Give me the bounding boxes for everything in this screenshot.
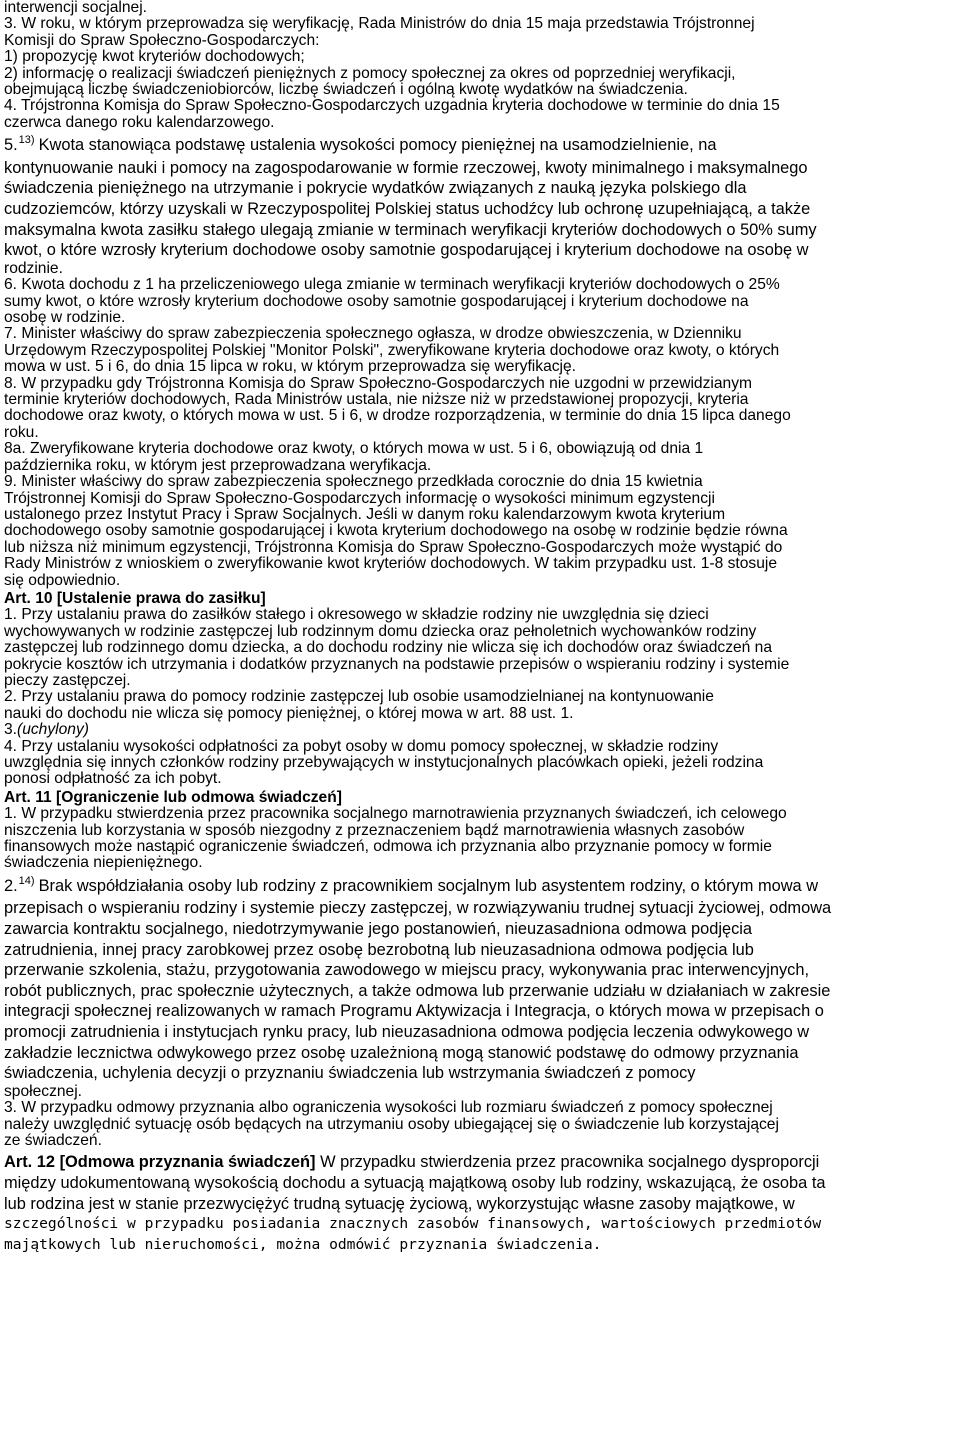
art11-paragraph-1 [4, 806, 954, 872]
text-line: zastępczej lub rodzinnego domu dziecka, a do dochodu rodziny nie wlicza się ich dochodów oraz świadczeń na [4, 639, 773, 657]
text-line: kontynuowanie nauki i pomocy na zagospodarowanie w formie rzeczowej, kwoty minimalnego i maksymalnego [4, 158, 808, 177]
text-line: dochodowe oraz kwoty, o których mowa w ust. 5 i 6, w drodze rozporządzenia, w terminie do dnia 15 lipca danego [4, 407, 791, 425]
text-line: roku. [4, 423, 39, 441]
text-line: ponosi odpłatność za ich pobyt. [4, 770, 222, 788]
text-line: uwzględnia się innych członków rodziny przebywających w instytucjonalnych placówkach opieki, jeżeli rodzina [4, 754, 764, 771]
text-line: dochodowego osoby samotnie gospodarującej i kwota kryterium dochodowego na osobę w rodzinie będzie równa [4, 522, 788, 540]
text-line: 4. Przy ustalaniu wysokości odpłatności za pobyt osoby w domu pomocy społecznej, w składzie rodziny [4, 737, 719, 755]
footnote-ref: 13) [18, 134, 35, 147]
text-line: finansowych może nastąpić ograniczenie świadczeń, odmowa ich przyznania albo przyznanie pomocy w formie [4, 838, 772, 856]
paragraph-text: W przypadku stwierdzenia przez pracownika socjalnego dysproporcji [320, 1153, 820, 1172]
art10-paragraph-1 [4, 607, 954, 689]
text-line: 3. W roku, w którym przeprowadza się weryfikację, Rada Ministrów do dnia 15 maja przedstawia Trójstronnej [4, 15, 755, 33]
text-line: 2) informację o realizacji świadczeń pieniężnych z pomocy społecznej za okres od poprzedniej weryfikacji, [4, 64, 736, 82]
text-line: osobę w rodzinie. [4, 309, 126, 327]
text-line: świadczenia, uchylenia decyzji o przyznaniu świadczenia lub wstrzymania świadczeń z pomocy [4, 1064, 696, 1083]
text-line: przepisach o wspieraniu rodziny i systemie pieczy zastępczej, w rozwiązywaniu trudnej sytuacji życiowej, odmowa [4, 899, 832, 918]
art12-paragraph [4, 1152, 954, 1255]
text-line: pieczy zastępczej. [4, 671, 131, 689]
text-line: 4. Trójstronna Komisja do Spraw Społeczno-Gospodarczych uzgadnia kryteria dochodowe w terminie do dnia 15 [4, 97, 780, 115]
text-line: między udokumentowaną wysokością dochodu a sytuacją majątkową osoby lub rodziny, wskazującą, że osoba ta [4, 1174, 826, 1192]
text-line: robót publicznych, prac społecznie użytecznych, a także odmowa lub przerwanie udziału w działaniach w zakresie [4, 981, 831, 1000]
paragraph-text: Brak współdziałania osoby lub rodziny z pracownikiem socjalnym lub asystentem rodziny, o którym mowa w [38, 876, 819, 895]
text-line: nauki do dochodu nie wlicza się pomocy pieniężnej, o której mowa w art. 88 ust. 1. [4, 704, 574, 722]
art9-paragraph-7 [4, 326, 954, 375]
text-line [4, 1152, 954, 1173]
text-line: szczególności w przypadku posiadania znacznych zasobów finansowych, wartościowych przedmiotów [4, 1215, 822, 1233]
art9-paragraph-9 [4, 474, 954, 589]
text-line: zakładzie lecznictwa odwykowego przez osobę uzależnioną mogą stanowić podstawę do odmowy przyznania [4, 1043, 799, 1062]
text-line: świadczenia pieniężnego na utrzymanie i pokrycie wydatków związanych z nauką języka polskiego dla [4, 179, 747, 198]
art11-paragraph-3 [4, 1100, 954, 1149]
text-line: Komisji do Spraw Społeczno-Gospodarczych: [4, 31, 320, 49]
text-line: przerwanie szkolenia, stażu, przygotowania zawodowego w miejscu pracy, wykonywania prac interwencyjnych, [4, 961, 810, 980]
text-line: zatrudnienia, innej pracy zarobkowej przez osobę bezrobotną lub nieuzasadniona odmowa podjęcia lub [4, 940, 754, 959]
art9-paragraph-6 [4, 277, 954, 326]
art9-paragraph-3-point-2 [4, 66, 954, 99]
text-line: rodzinie. [4, 259, 63, 277]
legal-document-page [4, 0, 954, 1255]
text-line: Trójstronnej Komisji do Spraw Społeczno-Gospodarczych informację o wysokości minimum egzystencji [4, 489, 715, 507]
paragraph-number: 3. [4, 721, 18, 739]
paragraph-number: 2. [4, 876, 18, 895]
article-12-heading: Art. 12 [Odmowa przyznania świadczeń] [4, 1153, 316, 1172]
intro-line: interwencji socjalnej. [4, 0, 148, 16]
text-line: pokrycie kosztów ich utrzymania i dodatków przyznanych na podstawie przepisów o wspieraniu rodziny i systemie [4, 655, 790, 673]
text-line: wychowywanych w rodzinie zastępczej lub rodzinnym domu dziecka oraz pełnoletnich wychowanków rodziny [4, 622, 757, 640]
text-line: 6. Kwota dochodu z 1 ha przeliczeniowego ulega zmianie w terminach weryfikacji kryteriów dochodowych o 25% [4, 276, 780, 294]
art10-paragraph-3 [4, 722, 954, 738]
article-10-heading: Art. 10 [Ustalenie prawa do zasiłku] [4, 589, 266, 607]
text-line: 8a. Zweryfikowane kryteria dochodowe oraz kwoty, o których mowa w ust. 5 i 6, obowiązują od dnia 1 [4, 440, 704, 458]
text-line: Urzędowym Rzeczypospolitej Polskiej "Monitor Polski", zweryfikowane kryteria dochodowe oraz kwoty, o których [4, 341, 780, 359]
text-line: kwot, o które wzrosły kryterium dochodowe osoby samotnie gospodarującej i kryterium dochodowe na osobę w [4, 241, 809, 260]
art9-paragraph-8a [4, 441, 954, 474]
text-line: terminie kryteriów dochodowych, Rada Ministrów ustala, nie niższe niż w przedstawionej propozycji, kryteria [4, 391, 749, 409]
text-line: ze świadczeń. [4, 1132, 102, 1149]
text-line: zawarcia kontraktu socjalnego, niedotrzymywanie jego postanowień, nieuzasadniona odmowa podjęcia [4, 920, 753, 939]
text-line: 1. W przypadku stwierdzenia przez pracownika socjalnego marnotrawienia przyznanych świadczeń, ich celowego [4, 805, 787, 823]
art9-paragraph-3 [4, 16, 954, 49]
text-line: majątkowych lub nieruchomości, można odmówić przyznania świadczenia. [4, 1235, 602, 1253]
text-line: 2. Przy ustalaniu prawa do pomocy rodzinie zastępczej lub osobie usamodzielnianej na kontynuowanie [4, 688, 714, 706]
text-line: się odpowiednio. [4, 571, 121, 589]
text-line: integracji społecznej realizowanych w ramach Programu Aktywizacja i Integracja, o których mowa w przepisach o [4, 1002, 824, 1021]
art11-paragraph-2 [4, 876, 954, 1100]
paragraph-number: 5. [4, 136, 18, 155]
article-11-heading: Art. 11 [Ograniczenie lub odmowa świadczeń] [4, 788, 342, 806]
text-line: należy uwzględnić sytuację osób będących na utrzymaniu osoby ubiegającej się o świadczenie lub korzystającej [4, 1115, 779, 1133]
text-line: niszczenia lub korzystania w sposób niezgodny z przeznaczeniem bądź marnotrawienia własnych zasobów [4, 821, 745, 839]
text-line [4, 876, 954, 899]
text-line: Rady Ministrów z wnioskiem o zweryfikowanie kwot kryteriów dochodowych. W takim przypadku ust. 1-8 stosuje [4, 555, 778, 573]
text-line: mowa w ust. 5 i 6, do dnia 15 lipca w roku, w którym przeprowadza się weryfikację. [4, 358, 577, 376]
text-line: promocji zatrudnienia i instytucjach rynku pracy, lub nieuzasadniona odmowa podjęcia leczenia odwykowego w [4, 1023, 810, 1041]
text-line: 8. W przypadku gdy Trójstronna Komisja do Spraw Społeczno-Gospodarczych nie uzgodni w przewidzianym [4, 374, 752, 392]
text-line: społecznej. [4, 1082, 83, 1100]
text-line: ustalonego przez Instytut Pracy i Spraw Socjalnych. Jeśli w danym roku kalendarzowym kwota kryterium [4, 505, 726, 523]
text-line: cudzoziemców, którzy uzyskali w Rzeczypospolitej Polskiej status uchodźcy lub ochronę uzupełniającą, a także [4, 200, 811, 219]
text-line: października roku, w którym jest przeprowadzana weryfikacja. [4, 456, 432, 474]
text-line: sumy kwot, o które wzrosły kryterium dochodowe osoby samotnie gospodarującej i kryterium dochodowe na [4, 292, 749, 310]
text-line: lub niższa niż minimum egzystencji, Trójstronna Komisja do Spraw Społeczno-Gospodarczych może wystąpić do [4, 538, 783, 556]
text-line: maksymalna kwota zasiłku stałego ulegają zmianie w terminach weryfikacji kryteriów dochodowych o 50% sumy [4, 220, 817, 239]
text-line: lub rodzina jest w stanie przezwyciężyć trudną sytuację życiową, wykorzystując własne zasoby majątkowe, w [4, 1194, 795, 1213]
art9-paragraph-5 [4, 135, 954, 277]
paragraph-text: Kwota stanowiąca podstawę ustalenia wysokości pomocy pieniężnej na usamodzielnienie, na [38, 136, 717, 155]
text-line: czerwca danego roku kalendarzowego. [4, 113, 275, 131]
text-line: 9. Minister właściwy do spraw zabezpieczenia społecznego przedkłada corocznie do dnia 15 kwietnia [4, 473, 703, 491]
text-line: 3. W przypadku odmowy przyznania albo ograniczenia wysokości lub rozmiaru świadczeń z pomocy społecznej [4, 1099, 773, 1117]
text-line: 1. Przy ustalaniu prawa do zasiłków stałego i okresowego w składzie rodziny nie uwzględnia się dzieci [4, 606, 709, 624]
art10-paragraph-4 [4, 739, 954, 788]
footnote-ref: 14) [18, 874, 35, 887]
text-line [4, 135, 954, 158]
text-line: 7. Minister właściwy do spraw zabezpieczenia społecznego ogłasza, w drodze obwieszczenia, w Dzienniku [4, 325, 742, 343]
text-line: świadczenia niepieniężnego. [4, 854, 203, 872]
art9-paragraph-8 [4, 376, 954, 442]
art9-paragraph-4 [4, 98, 954, 131]
art10-paragraph-2 [4, 689, 954, 722]
text-line: obejmującą liczbę świadczeniobiorców, liczbę świadczeń i ogólną kwotę wydatków na świadczenia. [4, 81, 688, 99]
art9-paragraph-3-point-1: 1) propozycję kwot kryteriów dochodowych; [4, 48, 305, 66]
repealed-note: (uchylony) [17, 721, 89, 739]
